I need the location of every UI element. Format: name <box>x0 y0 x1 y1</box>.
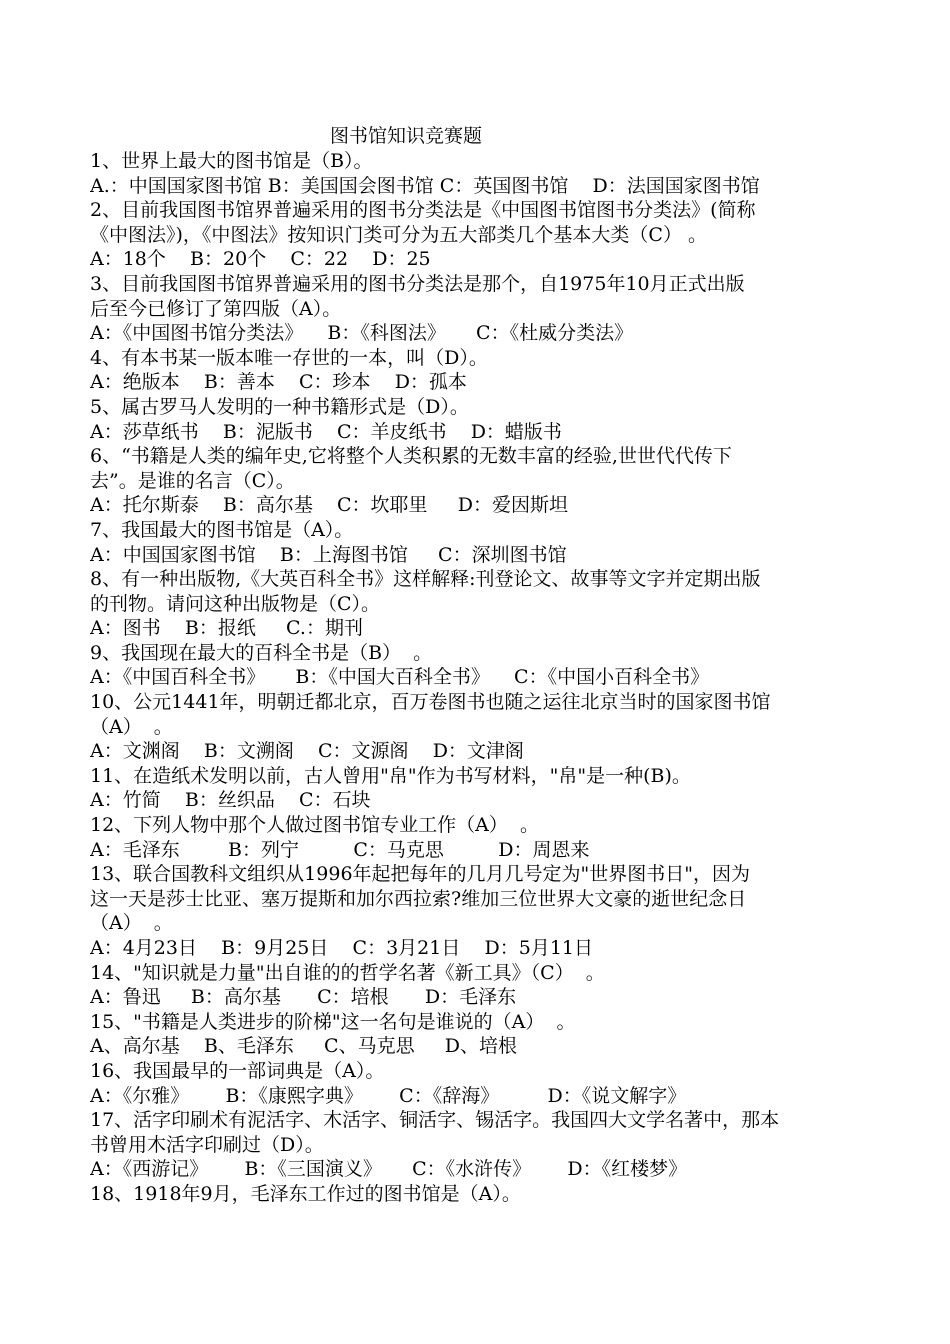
question-line: 10、公元1441年，明朝迁都北京，百万卷图书也随之运往北京当时的国家图书馆 <box>90 691 771 714</box>
answer-options-line: A：毛泽东 B：列宁 C：马克思 D：周恩来 <box>90 838 590 861</box>
answer-options-line: A：鲁迅 B：高尔基 C：培根 D：毛泽东 <box>90 986 517 1009</box>
question-line: 12、下列人物中那个人做过图书馆专业工作（A） 。 <box>90 814 539 837</box>
question-line: 2、目前我国图书馆界普遍采用的图书分类法是《中国图书馆图书分类法》(简称 <box>90 199 756 222</box>
question-line: 9、我国现在最大的百科全书是（B） 。 <box>90 641 433 664</box>
question-line: 18、1918年9月，毛泽东工作过的图书馆是（A）。 <box>90 1182 521 1205</box>
question-line: 8、有一种出版物,《大英百科全书》这样解释:刊登论文、故事等文字并定期出版 <box>90 568 761 591</box>
question-line: 的刊物。请问这种出版物是（C）。 <box>90 592 381 615</box>
answer-options-line: A：中国国家图书馆 B：上海图书馆 C：深圳图书馆 <box>90 543 567 566</box>
question-line: 这一天是莎士比亚、塞万提斯和加尔西拉索?维加三位世界大文豪的逝世纪念日 <box>90 887 747 910</box>
question-line: 4、有本书某一版本唯一存世的一本，叫（D）。 <box>90 346 488 369</box>
question-line: 去”。是谁的名言（C）。 <box>90 469 295 492</box>
answer-options-line: A、高尔基 B、毛泽东 C、马克思 D、培根 <box>90 1035 518 1058</box>
question-line: 1、世界上最大的图书馆是（B）。 <box>90 150 373 172</box>
question-line: 书曾用木活字印刷过（D）。 <box>90 1133 324 1156</box>
answer-options-line: A：4月23日 B：9月25日 C：3月21日 D：5月11日 <box>90 937 593 959</box>
answer-options-line: A：《中国百科全书》 B：《中国大百科全书》 C：《中国小百科全书》 <box>90 666 710 689</box>
question-line: （A） 。 <box>90 715 173 738</box>
answer-options-line: A：莎草纸书 B：泥版书 C：羊皮纸书 D：蜡版书 <box>90 420 562 443</box>
answer-options-line: A：绝版本 B：善本 C：珍本 D：孤本 <box>90 371 467 394</box>
question-line: （A） 。 <box>90 912 173 935</box>
answer-options-line: A：《西游记》 B：《三国演义》 C：《水浒传》 D：《红楼梦》 <box>90 1158 688 1181</box>
question-line: 17、活字印刷术有泥活字、木活字、铜活字、锡活字。我国四大文学名著中，那本 <box>90 1109 780 1132</box>
answer-options-line: A：文渊阁 B：文溯阁 C：文源阁 D：文津阁 <box>90 740 524 763</box>
question-list <box>90 149 870 1207</box>
question-line: 16、我国最早的一部词典是（A）。 <box>90 1059 385 1082</box>
document-title: 图书馆知识竞赛题 <box>330 125 483 147</box>
question-line: 14、"知识就是力量"出自谁的的哲学名著《新工具》（C） 。 <box>90 961 605 984</box>
question-line: 5、属古罗马人发明的一种书籍形式是（D）。 <box>90 395 469 418</box>
answer-options-line: A.：中国国家图书馆 B：美国国会图书馆 C：英国图书馆 D：法国国家图书馆 <box>90 174 760 197</box>
question-line: 11、在造纸术发明以前，古人曾用"帛"作为书写材料，"帛"是一种(B)。 <box>90 764 691 787</box>
answer-options-line: A：托尔斯泰 B：高尔基 C：坎耶里 D：爱因斯坦 <box>90 494 568 517</box>
answer-options-line: A：图书 B：报纸 C.：期刊 <box>90 617 363 640</box>
answer-options-line: A：《尔雅》 B：《康熙字典》 C：《辞海》 D：《说文解字》 <box>90 1084 687 1107</box>
question-line: 6、“书籍是人类的编年史,它将整个人类积累的无数丰富的经验,世世代代传下 <box>90 445 732 468</box>
answer-options-line: A：竹简 B：丝织品 C：石块 <box>90 789 371 812</box>
question-line: 15、"书籍是人类进步的阶梯"这一名句是谁说的（A） 。 <box>90 1010 576 1033</box>
question-line: 后至今已修订了第四版（A）。 <box>90 297 342 320</box>
question-line: 13、联合国教科文组织从1996年起把每年的几月几号定为"世界图书日"，因为 <box>90 863 751 886</box>
question-line: 3、目前我国图书馆界普遍采用的图书分类法是那个，自1975年10月正式出版 <box>90 272 745 295</box>
answer-options-line: A：18个 B：20个 C：22 D：25 <box>90 248 431 271</box>
question-line: 《中图法》)，《中图法》按知识门类可分为五大部类几个基本大类（C） 。 <box>90 223 707 246</box>
question-line: 7、我国最大的图书馆是（A）。 <box>90 518 354 541</box>
answer-options-line: A：《中国图书馆分类法》 B：《科图法》 C：《杜威分类法》 <box>90 322 634 345</box>
